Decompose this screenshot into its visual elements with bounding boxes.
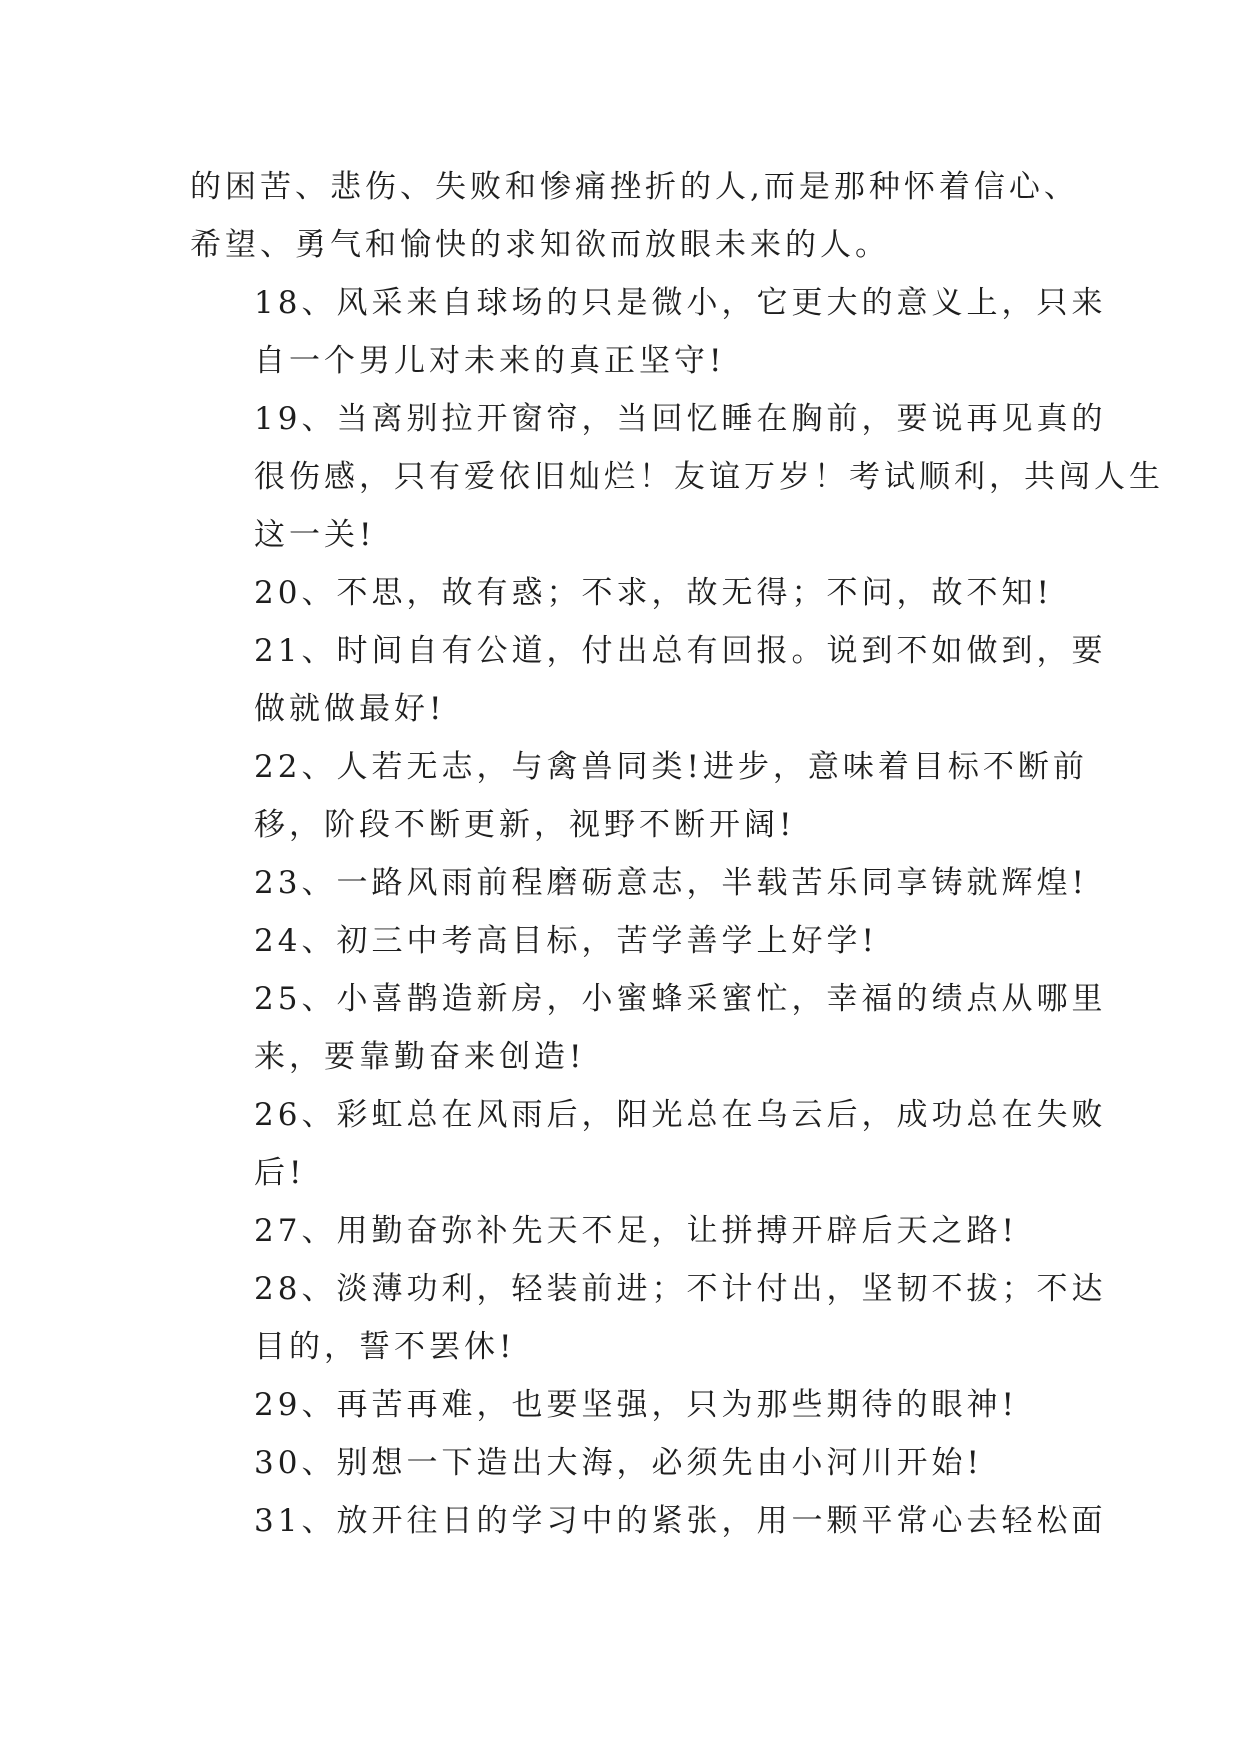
text-line: 19、当离别拉开窗帘，当回忆睡在胸前，要说再见真的 [254,401,1107,437]
paragraph [190,1086,1107,1202]
text-line: 做就做最好! [254,691,446,727]
text-line: 22、人若无志，与禽兽同类!进步，意味着目标不断前 [254,749,1088,785]
paragraph [190,274,1107,390]
paragraph [190,390,1164,564]
text-line: 21、时间自有公道，付出总有回报。说到不如做到，要 [254,633,1107,669]
paragraph [190,1202,1052,1260]
paragraph [190,738,1088,854]
paragraph [190,1434,1052,1492]
text-line: 目的，誓不罢休! [254,1329,516,1365]
text-line: 来，要靠勤奋来创造! [254,1039,586,1075]
text-line: 自一个男儿对未来的真正坚守! [254,343,726,379]
text-line: 希望、勇气和愉快的求知欲而放眼未来的人。 [190,227,890,263]
paragraph [190,1376,1052,1434]
text-line: 18、风采来自球场的只是微小，它更大的意义上，只来 [254,285,1107,321]
text-line: 后! [254,1155,306,1191]
text-line: 25、小喜鹊造新房，小蜜蜂采蜜忙，幸福的绩点从哪里 [254,981,1107,1017]
paragraph [190,564,1052,622]
text-line: 28、淡薄功利，轻装前进；不计付出，坚韧不拔；不达 [254,1271,1107,1307]
text-line: 这一关! [254,517,376,553]
paragraph [190,1260,1107,1376]
paragraph [190,622,1107,738]
text-line: 24、初三中考高目标，苦学善学上好学! [254,923,878,959]
paragraph [190,1492,1107,1550]
text-line: 26、彩虹总在风雨后，阳光总在乌云后，成功总在失败 [254,1097,1107,1133]
text-line: 23、一路风雨前程磨砺意志，半载苦乐同享铸就辉煌! [254,865,1088,901]
text-line: 的困苦、悲伤、失败和惨痛挫折的人,而是那种怀着信心、 [190,169,1079,205]
paragraph [190,854,1088,912]
paragraph [190,912,1052,970]
text-line: 30、别想一下造出大海，必须先由小河川开始! [254,1445,983,1481]
text-line: 很伤感，只有爱依旧灿烂！友谊万岁！考试顺利，共闯人生 [254,459,1164,495]
text-line: 移，阶段不断更新，视野不断开阔! [254,807,796,843]
text-line: 20、不思，故有惑；不求，故无得；不问，故不知! [254,575,1053,611]
text-line: 27、用勤奋弥补先天不足，让拼搏开辟后天之路! [254,1213,1018,1249]
paragraph [190,970,1107,1086]
paragraph [190,158,1079,274]
document-body [190,158,1164,1550]
text-line: 31、放开往日的学习中的紧张，用一颗平常心去轻松面 [254,1503,1107,1539]
text-line: 29、再苦再难，也要坚强，只为那些期待的眼神! [254,1387,1018,1423]
